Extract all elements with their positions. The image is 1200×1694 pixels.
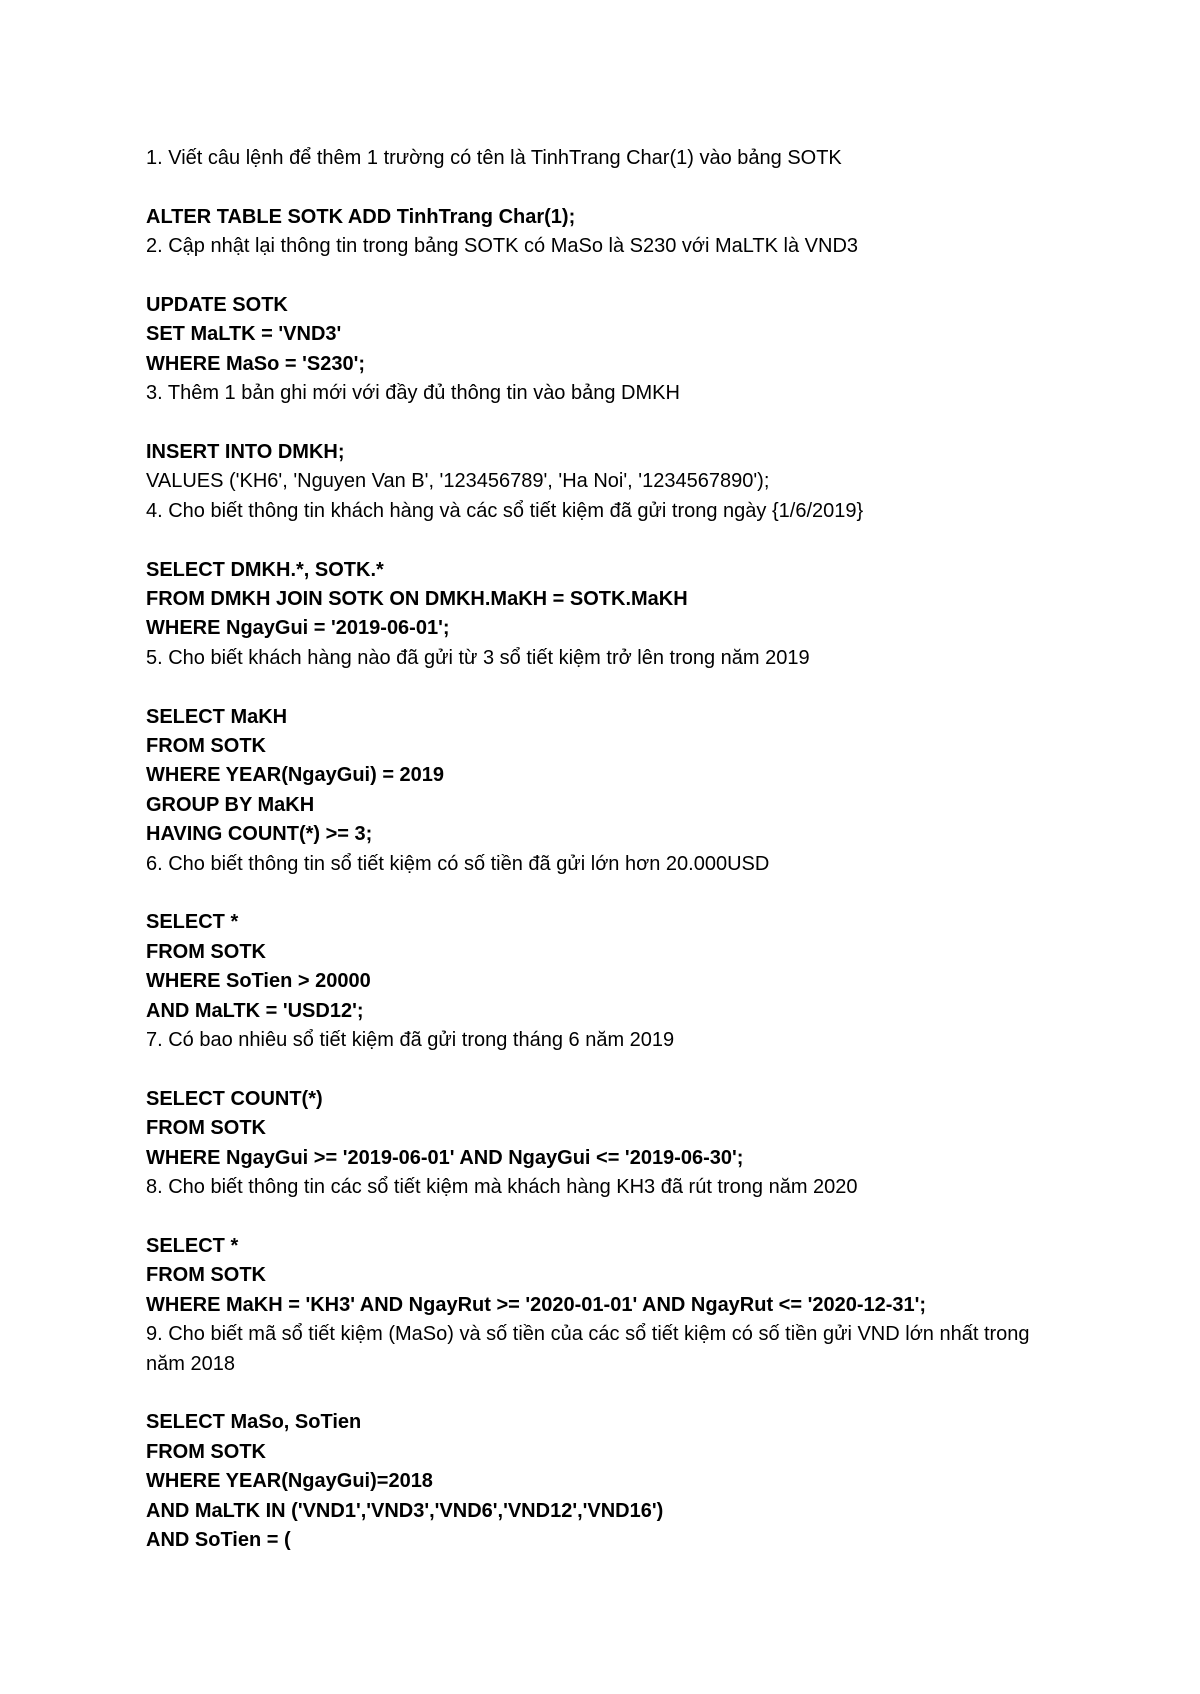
sql-line: WHERE SoTien > 20000	[146, 970, 371, 993]
sql-line: HAVING COUNT(*) >= 3;	[146, 823, 373, 846]
blank-line	[146, 262, 1046, 291]
sql-line: UPDATE SOTK	[146, 294, 288, 316]
sql-line: FROM DMKH JOIN SOTK ON DMKH.MaKH = SOTK.MaKH	[146, 588, 688, 611]
question-6: 6. Cho biết thông tin sổ tiết kiệm có số tiền đã gửi lớn hơn 20.000USD	[146, 852, 770, 875]
sql-line: FROM SOTK	[146, 1117, 266, 1140]
blank-line	[146, 879, 1046, 908]
sql-line: FROM SOTK	[146, 1264, 266, 1287]
sql-line: WHERE MaSo = 'S230';	[146, 352, 366, 375]
blank-line	[146, 409, 1046, 438]
sql-line: SELECT *	[146, 1234, 239, 1257]
question-3: 3. Thêm 1 bản ghi mới với đầy đủ thông tin vào bảng DMKH	[146, 382, 680, 405]
sql-line: VALUES ('KH6', 'Nguyen Van B', '123456789', 'Ha Noi', '1234567890');	[146, 470, 770, 493]
question-1: 1. Viết câu lệnh để thêm 1 trường có tên là TinhTrang Char(1) vào bảng SOTK	[146, 147, 842, 169]
document-content	[146, 144, 1046, 1555]
sql-line: WHERE YEAR(NgayGui)=2018	[146, 1470, 433, 1493]
sql-line: SELECT COUNT(*)	[146, 1087, 323, 1110]
blank-line	[146, 173, 1046, 202]
blank-line	[146, 1056, 1046, 1085]
sql-line: WHERE YEAR(NgayGui) = 2019	[146, 764, 445, 787]
question-4: 4. Cho biết thông tin khách hàng và các sổ tiết kiệm đã gửi trong ngày {1/6/2019}	[146, 499, 864, 522]
blank-line	[146, 526, 1046, 555]
blank-line	[146, 1379, 1046, 1408]
sql-line: FROM SOTK	[146, 940, 266, 963]
sql-line: AND MaLTK = 'USD12';	[146, 999, 364, 1022]
question-2: 2. Cập nhật lại thông tin trong bảng SOTK có MaSo là S230 với MaLTK là VND3	[146, 235, 859, 258]
question-8: 8. Cho biết thông tin các sổ tiết kiệm mà khách hàng KH3 đã rút trong năm 2020	[146, 1176, 858, 1199]
question-9: 9. Cho biết mã sổ tiết kiệm (MaSo) và số tiền của các sổ tiết kiệm có số tiền gửi VND lớn nhất trong năm 2018	[146, 1323, 1030, 1375]
sql-line: SELECT *	[146, 911, 239, 934]
sql-line: ALTER TABLE SOTK ADD TinhTrang Char(1);	[146, 205, 576, 228]
question-7: 7. Có bao nhiêu sổ tiết kiệm đã gửi trong tháng 6 năm 2019	[146, 1029, 675, 1052]
sql-line: FROM SOTK	[146, 1440, 266, 1463]
sql-line: SELECT MaKH	[146, 705, 288, 728]
sql-line: WHERE MaKH = 'KH3' AND NgayRut >= '2020-01-01' AND NgayRut <= '2020-12-31';	[146, 1293, 927, 1316]
sql-line: SET MaLTK = 'VND3'	[146, 323, 342, 346]
question-5: 5. Cho biết khách hàng nào đã gửi từ 3 sổ tiết kiệm trở lên trong năm 2019	[146, 646, 810, 669]
sql-line: GROUP BY MaKH	[146, 793, 315, 816]
sql-line: WHERE NgayGui >= '2019-06-01' AND NgayGui <= '2019-06-30';	[146, 1146, 744, 1169]
sql-line: AND MaLTK IN ('VND1','VND3','VND6','VND12','VND16')	[146, 1499, 664, 1522]
blank-line	[146, 1203, 1046, 1232]
sql-line: FROM SOTK	[146, 735, 266, 758]
sql-line: SELECT MaSo, SoTien	[146, 1411, 362, 1434]
blank-line	[146, 673, 1046, 702]
sql-line: AND SoTien = (	[146, 1528, 291, 1551]
sql-line: WHERE NgayGui = '2019-06-01';	[146, 617, 450, 640]
sql-line: SELECT DMKH.*, SOTK.*	[146, 558, 384, 581]
sql-line: INSERT INTO DMKH;	[146, 441, 345, 464]
